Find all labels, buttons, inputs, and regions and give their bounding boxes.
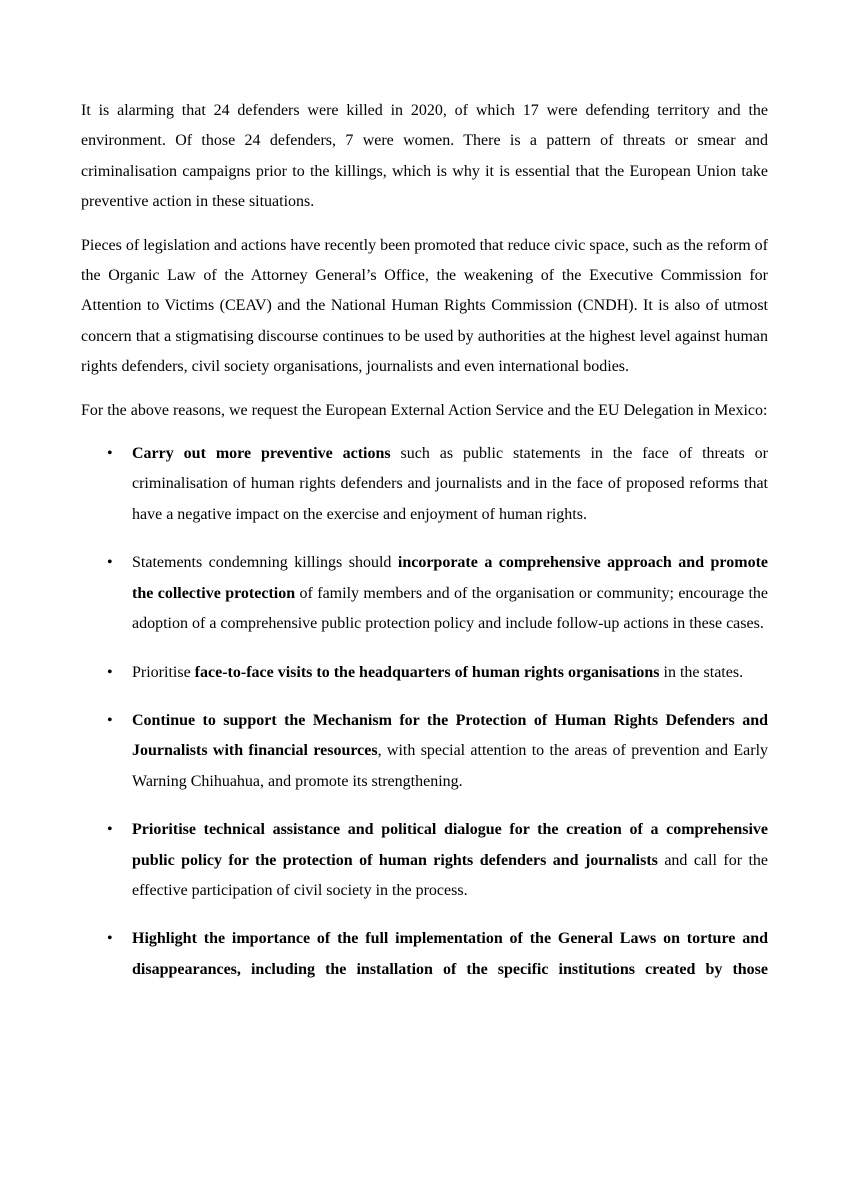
request-bold-text: Carry out more preventive actions	[132, 445, 391, 463]
request-list	[81, 439, 768, 985]
list-item	[81, 815, 768, 906]
request-plain-text: of family members and of the organisation or community; encourage the adoption of a comprehensive public protection policy and include follow-up actions in these cases.	[132, 584, 769, 633]
bullet-icon: •	[107, 711, 113, 729]
list-item	[81, 439, 768, 530]
paragraph-civic-space: Pieces of legislation and actions have recently been promoted that reduce civic space, such as the reform of the Organic Law of the Attorney General’s Office, the weakening of the Executive Commission for Attention to Victims (CEAV) and the National Human Rights Commission (CNDH). It is also of utmost concern that a stigmatising discourse continues to be used by authorities at the highest level against human rights defenders, civil society organisations, journalists and even international bodies.	[81, 236, 768, 376]
request-plain-text: , with special attention to the areas of prevention and Early Warning Chihuahua, and promote its strengthening.	[132, 742, 769, 790]
paragraph-request-intro: For the above reasons, we request the European External Action Service and the EU Delegation in Mexico:	[81, 401, 768, 419]
list-item	[81, 548, 768, 639]
request-text	[132, 706, 768, 797]
bullet-icon: •	[107, 554, 113, 572]
request-text	[132, 815, 768, 906]
request-bold-text: Highlight the importance of the full implementation of the General Laws on torture and disappearances, including the installation of the specific institutions created by those	[132, 930, 768, 978]
bullet-icon: •	[107, 445, 113, 463]
bullet-icon: •	[107, 930, 113, 948]
request-plain-text: in the states.	[659, 663, 744, 681]
request-bold-text: Prioritise technical assistance and political dialogue for the creation of a comprehensive public policy for the protection of human rights defenders and journalists	[132, 821, 768, 869]
document-body	[81, 96, 768, 1003]
paragraph-killings-2020: It is alarming that 24 defenders were killed in 2020, of which 17 were defending territory and the environment. Of those 24 defenders, 7 were women. There is a pattern of threats or smear and criminalisation campaigns prior to the killings, which is why it is essential that the European Union take preventive action in these situations.	[81, 102, 768, 211]
request-text	[132, 924, 768, 985]
request-text	[132, 658, 768, 688]
request-plain-text: and call for the effective participation of civil society in the process.	[132, 851, 768, 899]
request-text	[132, 439, 768, 530]
request-bold-text: incorporate a comprehensive approach and promote the collective protection	[132, 554, 769, 602]
request-plain-text: such as public statements in the face of threats or criminalisation of human rights defenders and journalists and in the face of proposed reforms that have a negative impact on the exercise and enjoyment of human rights.	[132, 445, 768, 523]
request-plain-text: Statements condemning killings should	[132, 554, 398, 572]
bullet-icon: •	[107, 663, 113, 681]
bullet-icon: •	[107, 821, 113, 839]
list-item	[81, 706, 768, 797]
list-item	[81, 658, 768, 688]
request-bold-text: face-to-face visits to the headquarters of human rights organisations	[194, 663, 660, 681]
list-item	[81, 924, 768, 985]
request-bold-text: Continue to support the Mechanism for the Protection of Human Rights Defenders and Journalists with financial resources	[132, 711, 768, 760]
request-text	[132, 548, 768, 639]
request-plain-text: Prioritise	[132, 663, 195, 681]
